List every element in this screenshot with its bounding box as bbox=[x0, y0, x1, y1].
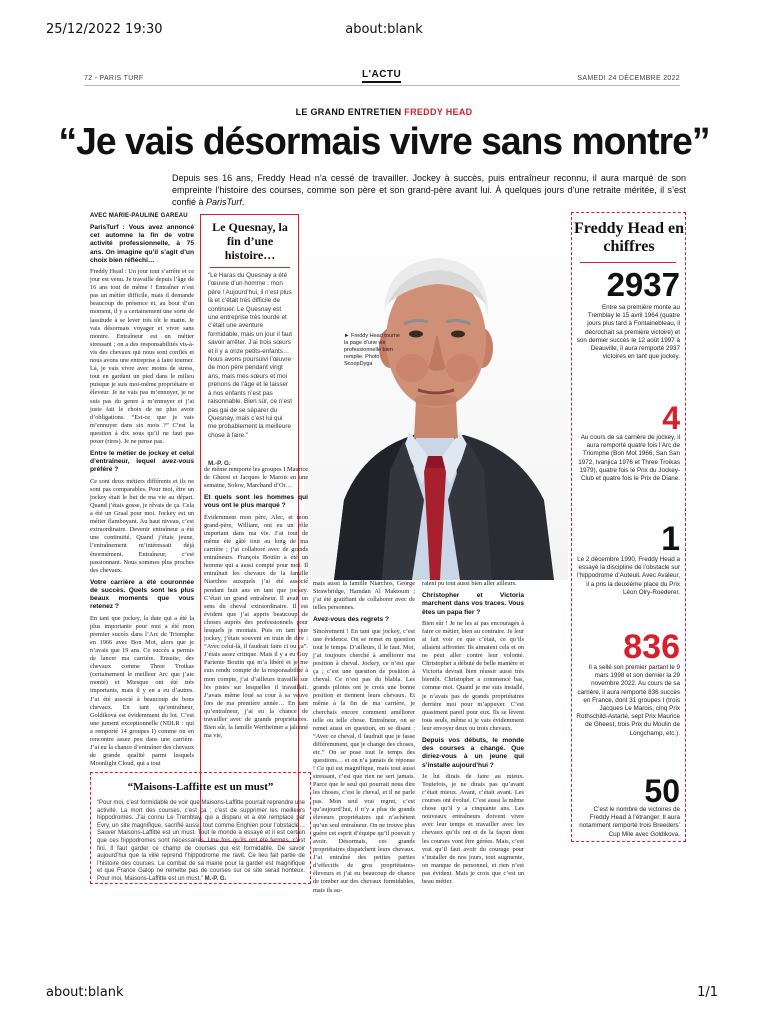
print-footer-url: about:blank bbox=[46, 985, 124, 1000]
quesnay-body: “Le Haras du Quesnay a été l’œuvre d’un homme : mon père ! Aujourd’hui, il n’est plus là et c’était très difficile de continuer. Le Quesnay est une entreprise très lourde et c’était une aventure formidable, mais un jour il faut savoir arrêter. J’ai trois sœurs et il y a onze petits-enfants… Nous avons poursuivi l’œuvre de mon père pendant vingt ans, mais mes sœurs et moi prenons de l’âge et le laisser à nos enfants n’est pas raisonnable. Bien sûr, ce n’est pas gai de se séparer du Quesnay, mais c’est lui qui me probablement la meilleure chose à faire.” bbox=[208, 272, 293, 439]
freddy-head-photo bbox=[304, 200, 568, 580]
question-1: ParisTurf : Vous avez annoncé cet automne la fin de votre activité professionnelle, à 75 ans. On imagine qu’il s’agit d’un choix bien réfléchi… bbox=[90, 224, 194, 264]
folio-page-number: 72 - PARIS TURF bbox=[84, 75, 144, 82]
stat-number-4: 4 bbox=[662, 400, 680, 436]
print-date: 25/12/2022 19:30 bbox=[46, 22, 163, 37]
stat-number-2937: 2937 bbox=[606, 266, 680, 303]
portrait-illustration bbox=[304, 200, 568, 580]
answer-4: Évidemment mon père, Alec, et mon grand-père, William, ont eu un rôle important dans ma vie. J’ai tout de même été gâté tout au long de ma carrière ; j’ai collaboré avec de grands entraîneurs. François Boutin a été un homme qui a aussi compté pour moi. Il entraînait les chevaux de la famille Niarchos auxquels j’ai été associé pendant huit ans en tant que jockey. C’était un grand entraîneur. Il avait un sens du cheval extraordinaire. Il est évident que j’ai appris beaucoup de choses auprès des professionnels pour lesquels je montais. Puis en tant que jockey, j’étais souvent en train de dire : “Avec celui-là, il faudrait faire ci ou ça”. J’étais assez critique. Mais il y a eu Guy Pariente Boutin qui m’a libéré et je me suis rendu compte de la responsabilité à mon compte, j’ai d’ailleurs travaillé sur les pistes sur lesquelles il travaillait. J’avais même loué sa cour à sa veuve lors de ma première année… En tant qu’entraîneur, j’ai eu la chance de travailler avec de grands propriétaires. Bien sûr, la famille Wertheimer a jalonné ma vie, bbox=[204, 513, 308, 740]
print-page-count: 1/1 bbox=[697, 985, 718, 1000]
answer-7: Je lui dirais de faire au mieux. Toutefois, je ne dirais pas qu’avant c’était mieux. Avant, c’était avant. Les courses ont évolué. C’est aussi la même chose qu’il y a cinquante ans. Les nouveaux entraîneurs doivent vivre avec leur temps et travailler avec les chevaux qu’ils ont et de la façon dont les courses vont être gérées. Mais, c’est vrai qu’il faut avoir du courage pour s’installer de nos jours, tout augmente, on manque de personnel, et rien n’est pas évident. Mais je crois que c’est un beau métier. bbox=[422, 772, 524, 886]
article-byline: AVEC MARIE-PAULINE GAREAU bbox=[90, 213, 188, 219]
answer-5-continued: raient pu tout aussi bien aller ailleurs. bbox=[422, 580, 517, 587]
answer-2: Ce sont deux métiers différents et ils ne sont pas comparables. Pour moi, être un jockey était le but de ma vie au départ. Quand j’étais gosse, je rêvais de ça. Cela a été un Graal pour moi. Jockey est un métier flamboyant. Au haut niveau, c’est extraordinaire. Devenir entraîneur a été une continuité. Quand j’étais jeune, l’entraînement m’intéressait déjà énormément. Entraîneur, c’est passionnant. Nous sommes plus proches des chevaux. bbox=[90, 477, 194, 574]
question-3: Votre carrière a été couronnée de succès. Quels sont les plus beaux moments que vous retenez ? bbox=[90, 578, 194, 611]
chapo-end: . bbox=[241, 197, 245, 207]
stat-text-50: C’est le nombre de victoires de Freddy Head à l’étranger. Il aura notamment remporté trois Breeders’ Cup Mile avec Goldikova. bbox=[579, 806, 680, 838]
question-6: Christopher et Victoria marchent dans vos traces. Vous êtes un papa fier ? bbox=[422, 592, 524, 616]
quesnay-title: Le Quesnay, la fin d’une histoire… bbox=[212, 220, 288, 262]
folio-date: SAMEDI 24 DÉCEMBRE 2022 bbox=[577, 75, 680, 82]
article-column-1 bbox=[90, 224, 194, 770]
stat-text-2937: Entre sa première monte au Tremblay le 15 avril 1964 (quatre jours plus tard à Fontainebleau, il décrochait sa première victoire) et son dernier succès le 12 août 1997 à Deauville, il aura remporté 2937 victoires en tant que jockey. bbox=[576, 304, 680, 361]
print-title: about:blank bbox=[345, 22, 423, 37]
question-2: Entre le métier de jockey et celui d’entraîneur, lequel avez-vous préféré ? bbox=[90, 450, 194, 474]
photo-caption: ► Freddy Head tourne la page d’une vie professionnelle bien remplie. Photo : ScoopDyga bbox=[344, 333, 400, 367]
maisons-laffitte-text: “Pour moi, c’est formidable de voir que Maisons-Laffitte pourrait reprendre une activité. La mort des courses, c’est ça ; c’est de supprimer les meilleurs hippodromes. J’ai connu Le Tremblay, qui a disparu et a été remplacé par Evry, un site magnifique, sacrifié aussi, tout comme Enghien pour l’obstacle… Sauver Maisons-Laffitte est un must. Tout le monde a essayé et il est certain que ces hippodromes sont nécessaires. Une fois qu’ils ont été fermés, c’est fini. Il faut garder ce champ de courses qui est formidable. De savoir aujourd’hui que la ville reprend l’hippodrome me ravit. Ce lieu fait partie de l’histoire des courses. Le combat de sa mairie pour la garder est magnifique et que France Galop ne remette pas de courses sur ce site serait honteux. Pour moi, Maisons-Laffitte est un must.” bbox=[97, 800, 305, 882]
stat-number-1: 1 bbox=[661, 520, 680, 558]
question-7: Depuis vos débuts, le monde des courses a changé. Que diriez-vous à un jeune qui s’installe aujourd’hui ? bbox=[422, 737, 524, 769]
kicker-name: FREDDY HEAD bbox=[404, 107, 473, 117]
question-4: Et quels sont les hommes qui vous ont le plus marqué ? bbox=[204, 494, 308, 510]
stat-number-50: 50 bbox=[644, 773, 680, 809]
chiffres-divider bbox=[580, 262, 676, 263]
chapo-publication: ParisTurf bbox=[206, 197, 242, 207]
stat-number-836: 836 bbox=[623, 628, 680, 666]
chapo-text: Depuis ses 16 ans, Freddy Head n’a cessé de travailler. Jockey à succès, puis entraîneur reconnu, il aura marqué de son empreinte l’histoire des courses, comme son père et son grand-père avant lui. À quelques jours d’une retraite méritée, il s’est confié à bbox=[172, 173, 686, 207]
answer-6: Bien sûr ! Je ne les ai pas encouragés à faire ce métier, bien au contraire. Je leur ai fait voir ce que c’était, ce qu’ils allaient affronter. Ils aimaient cela et on ne peut aller contre leur volonté. Christopher a débuté de belle manière et Victoria devrait bien réussir aussi très bientôt. Christopher a commencé bas, comme moi. Quand je me suis installé, je n’avais pas de grands propriétaires derrière moi pour m’appuyer. C’est quasiment pareil pour eux. Ils se lèvent tous seuls, même si je vais évidemment leur envoyer deux ou trois chevaux. bbox=[422, 619, 524, 732]
article-column-3 bbox=[313, 580, 415, 897]
article-column-4 bbox=[422, 580, 524, 888]
answer-5: Sincèrement ! En tant que jockey, c’est une évidence. On se remet en question tout le temps. D’ailleurs, il le faut. Moi, j’ai toujours cherché à améliorer ma position à cheval. Jockey, ce n’est que ça ; c’est une question de position à cheval. Ce n’est pas du blabla. Les grands pilotes ont je crois une bonne position et tiennent leurs chevaux. Et même à la fin de ma carrière, je cherchais encore comment améliorer telle ou telle chose. Entraîneur, on se remet aussi en question, en se disant : “Avec ce cheval, il faudrait que je fasse différemment, que je change des choses, etc.” On se pose tout le temps des questions… et on n’a jamais de réponse ! Ce qui est magnifique, mais tout aussi stressant, c’est que rien ne sert jamais. Parce que le seul qui pourrait nous dire les choses, c’est le cheval, et il ne parle pas. Mon seul vrai regret, c’est qu’aujourd’hui, il n’y a plus de grands éleveurs propriétaires qui n’achètent qu’un seul entraîneur. On ne trouve plus guère cet esprit d’équipe qu’il pouvait y avoir. Désormais, ces grands propriétaires dispatchent leurs chevaux. J’ai entraîné des petites parties d’effectifs de gros propriétaires-éleveurs et j’ai eu beaucoup de chance de tomber sur des chevaux formidables, mais ils au- bbox=[313, 627, 415, 894]
article-column-2 bbox=[204, 466, 308, 742]
article-kicker bbox=[0, 107, 768, 117]
stat-text-836: Il a sellé son premier partant le 9 mars 1998 et son dernier la 29 novembre 2022. Au cours de sa carrière, il aura remporté 836 succès en France, dont 31 groupes I (trois Jacques Le Marois, cinq Prix Rothschild-Astarté, sept Prix Maurice de Gheest, trois Prix du Moulin de Longchamp, etc.). bbox=[576, 664, 680, 737]
answer-3-continued: de même remporté les groupes I Maurice de Gheest et Jacques le Marois en une semaine, Solow, Marchand d’Or… bbox=[204, 466, 308, 490]
stat-text-1: Le 2 décembre 1990, Freddy Head a essayé la discipline de l’obstacle sur l’hippodrome d’Auteuil. Avec Avaleur, il a pris la deuxième place du Prix Léon Olry-Roederer. bbox=[576, 556, 680, 596]
stat-text-4: Au cours de sa carrière de jockey, il aura remporté quatre fois l’Arc de Triomphe (Bon Mot 1966, San San 1972, Ivanjica 1976 et Three Troikas 1979), quatre fois le Prix du Jockey-Club et quatre fois le Prix de Diane. bbox=[578, 434, 680, 483]
question-5: Avez-vous des regrets ? bbox=[313, 616, 389, 624]
folio-divider bbox=[84, 85, 680, 86]
kicker-label: LE GRAND ENTRETIEN bbox=[295, 107, 402, 117]
maisons-laffitte-signature: M.-P. G. bbox=[204, 875, 227, 882]
maisons-laffitte-body bbox=[97, 800, 305, 884]
article-headline: “Je vais désormais vivre sans montre” bbox=[58, 121, 710, 163]
answer-1: Freddy Head : Un jour tout s’arrête et ce jour est venu. Je travaille depuis l’âge de 16 ans tout de même ! Entraîner n’est pas un métier difficile, mais il demande beaucoup de présence et, au bout d’un moment, il y a certainement une sorte de lassitude à se lever très tôt le matin. Je vais désormais voyager et vivre sans montre. Entraîneur est un métier stressant ; on a des responsabilités vis-à-vis des chevaux qui nous sont confiés et nous avons une entreprise à faire tourner. Là, je vais vivre avec moins de stress, tout en gardant un pied dans le milieu puisque je suis moi-même propriétaire et éleveur. Je ne vais pas m’ennuyer, je ne suis pas du genre à m’ennuyer et j’ai juste fait le choix de ne plus avoir d’obligations. “Est-ce que je vais m’ennuyer dans six mois ?” C’est la question à dix sous qu’il ne faut pas poser (rires). Je ne pense pas. bbox=[90, 268, 194, 445]
quesnay-divider bbox=[210, 267, 290, 268]
quesnay-signature: M.-P. G. bbox=[208, 460, 231, 467]
folio-section: L'ACTU bbox=[362, 69, 401, 83]
maisons-laffitte-title: “Maisons-Laffitte est un must” bbox=[127, 781, 274, 793]
chiffres-title: Freddy Head en chiffres bbox=[574, 220, 684, 255]
answer-4-continued: mais aussi la famille Niarchos, George Strawbridge, Hamdan Al Maktoum ; j’ai été gratifiant de collaborer avec de telles personnes. bbox=[313, 580, 415, 612]
answer-3: En tant que jockey, la date qui a été la plus importante pour moi a été mon premier succès dans l’Arc de Triomphe en 1966 avec Bon Mot, alors que je n’avais que 19 ans. Ce succès a permis de lancer ma carrière. Ensuite, des chevaux comme Three Troikas (certainement le meilleur Arc que j’aie monté) et Miesque ont été très importants, mais il y en a eu d’autres. J’ai été associé à beaucoup de bons chevaux. En tant qu’entraîneur, Goldikova est évidemment du lot. C’est une jument exceptionnelle (NDLR : qui a remporté 14 groupes I) comme on en rencontre assez peu dans une carrière. J’ai eu la chance d’entraîner des chevaux de grande qualité parmi lesquels Moonlight Cloud, qui a tout bbox=[90, 614, 194, 768]
